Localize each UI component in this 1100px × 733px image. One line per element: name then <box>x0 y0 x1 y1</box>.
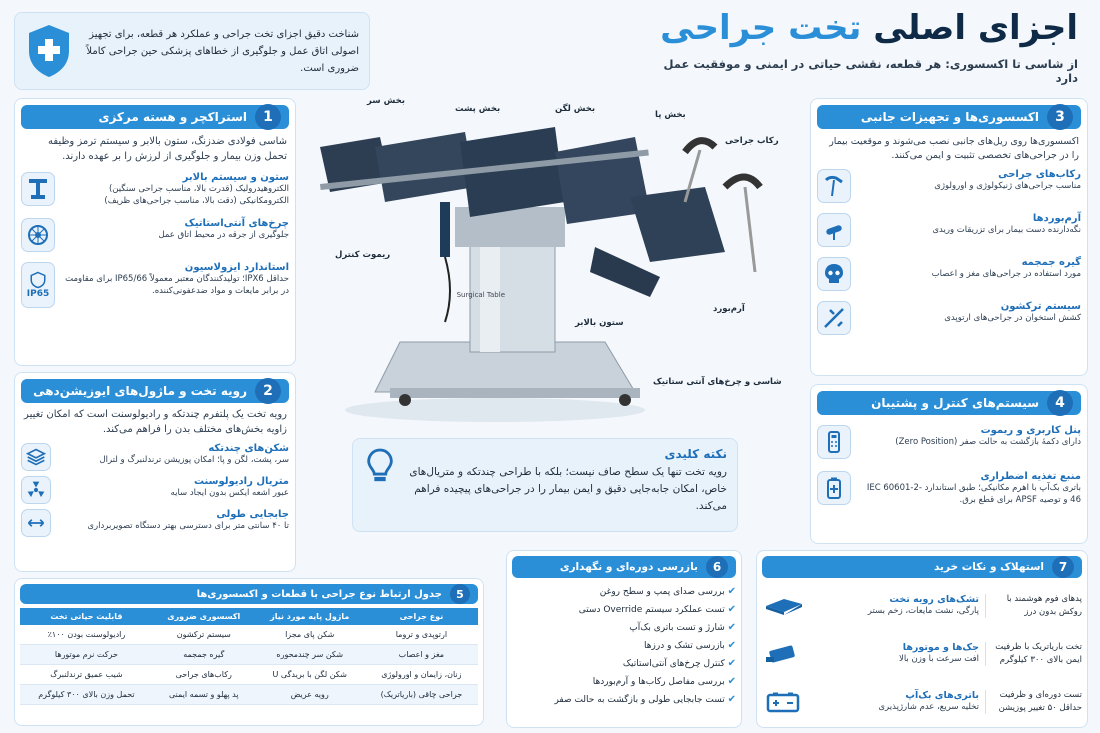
item-text: تا ۴۰ سانتی متر برای دسترسی بهتر دستگاه تصویربرداری <box>87 521 289 531</box>
item-title: ستون و سیستم بالابر <box>182 172 289 183</box>
label-pelvis-section: بخش لگن <box>555 104 596 114</box>
maintenance-list <box>512 583 736 709</box>
item-title: سیستم ترکشون <box>1000 300 1081 312</box>
depreciation-row <box>762 586 1082 626</box>
radiation-icon <box>21 476 51 504</box>
item-text: پارگی، نشت مایعات، زخم بستر <box>867 606 979 617</box>
item-title: استاندارد ایزولاسیون <box>184 261 289 273</box>
section3-item <box>817 301 1081 335</box>
brand-label: Surgical Table <box>456 291 505 299</box>
section3-desc: اکسسوری‌ها روی ریل‌های جانبی نصب می‌شوند و موقعیت بیمار را در جراحی‌های تخصصی تثبیت و ایمن می‌کنند. <box>829 136 1079 161</box>
table-header: نوع جراحی <box>365 608 478 625</box>
section3-number: 3 <box>1047 104 1073 130</box>
page-title <box>638 8 1078 49</box>
table-cell: رادیولوسنت بودن ۱۰۰٪ <box>20 625 153 645</box>
section5-header <box>20 584 478 604</box>
label-back-section: بخش پشت <box>455 104 501 114</box>
key-note-title: نکته کلیدی <box>664 447 727 461</box>
table-cell: گیره جمجمه <box>153 645 255 665</box>
skull-icon <box>817 257 851 291</box>
wheel-icon <box>21 218 55 252</box>
list-item-text: کنترل چرخ‌های آنتی‌استاتیک <box>622 659 725 669</box>
item-title: چرخ‌های آنتی‌استاتیک <box>184 217 289 229</box>
table-row <box>20 685 478 705</box>
table-row <box>20 645 478 665</box>
intro-box <box>14 12 370 90</box>
section3-item <box>817 169 1081 203</box>
section2-number: 2 <box>255 378 281 404</box>
motor-icon <box>762 637 806 671</box>
item-title: متریال رادیولوسنت <box>193 476 289 487</box>
table-header: ماژول پایه مورد نیاز <box>255 608 365 625</box>
page-subtitle: از شاسی تا اکسسوری: هر قطعه، نقشی حیاتی در ایمنی و موفقیت عمل دارد <box>663 56 1078 85</box>
section-structure <box>14 98 296 366</box>
armboard-icon <box>817 213 851 247</box>
section1-number: 1 <box>255 104 281 130</box>
table-cell: شکن لگن با بریدگی U <box>255 665 365 685</box>
table-row <box>20 665 478 685</box>
table-cell: جراحی چاقی (باریاتریک) <box>365 685 478 705</box>
section3-title: اکسسوری‌ها و تجهیزات جانبی <box>860 110 1039 124</box>
list-item <box>512 655 736 673</box>
label-lift-column: ستون بالابر <box>575 318 624 328</box>
item-text: تخلیه سریع، عدم شارژپذیری <box>878 702 979 713</box>
item-title: منبع تغذیه اضطراری <box>980 471 1081 482</box>
surgical-table-illustration <box>305 92 795 432</box>
key-note-text: رویه تخت تنها یک سطح صاف نیست؛ بلکه با طراحی چندتکه و متریال‌های خاص، امکان جابه‌جایی دقیق و ایمن بیمار را در جراحی‌های پیچیده فراهم می‌کند. <box>409 466 727 512</box>
label-head-section: بخش سر <box>367 96 405 106</box>
lift-column-icon <box>21 172 55 206</box>
table-cell: رکاب‌های جراحی <box>153 665 255 685</box>
label-leg-section: بخش پا <box>655 110 686 120</box>
label-stirrup: رکاب جراحی <box>725 136 779 146</box>
list-item-text: بررسی صدای پمپ و سطح روغن <box>599 587 725 597</box>
page-title-block <box>638 8 1078 85</box>
section4-item <box>817 425 1081 459</box>
section7-number: 7 <box>1052 556 1074 578</box>
item-title: رکاب‌های جراحی <box>998 168 1081 180</box>
section2-item <box>21 509 289 537</box>
item-title: جابجایی طولی <box>216 509 289 520</box>
section2-item <box>21 476 289 504</box>
section3-item <box>817 257 1081 291</box>
title-part1: اجزای اصلی <box>861 8 1078 48</box>
section6-header <box>512 556 736 578</box>
depreciation-row <box>762 682 1082 722</box>
table-cell: حرکت نرم موتورها <box>20 645 153 665</box>
table-header: قابلیت حیاتی تخت <box>20 608 153 625</box>
table-cell: زنان، زایمان و اورولوژی <box>365 665 478 685</box>
item-title: گیره جمجمه <box>1021 256 1081 268</box>
item-title: تشک‌های رویه تخت <box>889 594 979 606</box>
purchase-tip: تست دوره‌ای و ظرفیت حداقل ۵۰ تغییر پوزیشن <box>998 690 1082 713</box>
list-item <box>512 637 736 655</box>
section1-item <box>21 218 289 252</box>
check-icon: ✔ <box>727 622 736 633</box>
section6-number: 6 <box>706 556 728 578</box>
list-item <box>512 673 736 691</box>
item-text: دارای دکمهٔ بازگشت به حالت صفر (Zero Position) <box>895 437 1081 447</box>
list-item <box>512 691 736 709</box>
section5-title: جدول ارتباط نوع جراحی با قطعات و اکسسوری‌ها <box>196 588 442 600</box>
title-part2: تخت جراحی <box>660 8 862 48</box>
section2-title: رویه تخت و ماژول‌های ایوزیشن‌دهی <box>33 384 247 398</box>
item-title: جک‌ها و موتورها <box>902 642 979 654</box>
intro-text: شناخت دقیق اجزای تخت جراحی و عملکرد هر قطعه، برای تجهیز اصولی اتاق عمل و جلوگیری از خطاهای پزشکی حین جراحی کاملاً ضروری است. <box>86 28 359 74</box>
check-icon: ✔ <box>727 658 736 669</box>
shield-icon <box>25 23 73 79</box>
item-text: مورد استفاده در جراحی‌های مغز و اعصاب <box>931 268 1081 279</box>
list-item-text: بررسی مفاصل رکاب‌ها و آرم‌بوردها <box>592 677 725 687</box>
battery-icon <box>762 685 806 719</box>
section3-item <box>817 213 1081 247</box>
section2-desc: رویه تخت یک پلتفرم چندتکه و رادیولوسنت است که امکان تغییر زاویه بخش‌های مختلف بدن را فراهم می‌کند. <box>24 409 287 435</box>
section-maintenance <box>506 550 742 728</box>
list-item <box>512 583 736 601</box>
item-text: الکتروهیدرولیک (قدرت بالا، مناسب جراحی سنگین) الکترومکانیکی (دقت بالا، مناسب جراحی‌های ظریف) <box>104 184 289 207</box>
depreciation-row <box>762 634 1082 674</box>
section1-desc: شاسی فولادی ضدزنگ، ستون بالابر و سیستم ترمز وظیفه تحمل وزن بیمار و جلوگیری از لرزش را بر عهده دارند. <box>48 136 287 162</box>
label-armboard: آرم‌بورد <box>713 304 745 314</box>
list-item-text: بازرسی تشک و درزها <box>644 641 725 651</box>
section1-item <box>21 172 289 208</box>
layers-icon <box>21 443 51 471</box>
arrows-horizontal-icon <box>21 509 51 537</box>
check-icon: ✔ <box>727 676 736 687</box>
section3-header <box>817 105 1081 129</box>
battery-plus-icon <box>817 471 851 505</box>
lightbulb-icon <box>363 447 397 487</box>
section-table <box>14 578 484 726</box>
table-cell: تحمل وزن بالای ۳۰۰ کیلوگرم <box>20 685 153 705</box>
item-text: حداقل IPX6؛ تولیدکنندگان معتبر معمولاً IP65/66 برای مقاومت در برابر مایعات و مواد ضدعفونی‌کننده. <box>65 273 289 296</box>
section4-title: سیستم‌های کنترل و پشتیبان <box>871 396 1039 410</box>
check-icon: ✔ <box>727 586 736 597</box>
item-title: شکن‌های چندتکه <box>208 443 289 454</box>
label-remote: ریموت کنترل <box>335 250 391 260</box>
check-icon: ✔ <box>727 640 736 651</box>
section1-title: استراکچر و هسته مرکزی <box>98 110 247 124</box>
section7-title: استهلاک و نکات خرید <box>933 561 1044 573</box>
list-item-text: شارژ و تست باتری بک‌آپ <box>629 623 725 633</box>
section4-item <box>817 471 1081 507</box>
section4-number: 4 <box>1047 390 1073 416</box>
table-cell: شکن سر چندمحوره <box>255 645 365 665</box>
stirrup-icon <box>817 169 851 203</box>
section5-number: 5 <box>450 584 470 604</box>
ip-shield-icon <box>21 262 55 308</box>
section7-header <box>762 556 1082 578</box>
table-cell: شیب عمیق ترندلنبرگ <box>20 665 153 685</box>
section1-header <box>21 105 289 129</box>
section-control <box>810 384 1088 544</box>
ip-badge: IP65 <box>26 288 50 299</box>
section1-item <box>21 262 289 308</box>
item-text: کشش استخوان در جراحی‌های ارتوپدی <box>944 312 1081 323</box>
section-depreciation <box>756 550 1088 728</box>
section6-title: بازرسی دوره‌ای و نگهداری <box>559 561 698 573</box>
table-cell: ارتوپدی و تروما <box>365 625 478 645</box>
mattress-icon <box>762 589 806 623</box>
item-title: باتری‌های بک‌آپ <box>905 690 979 702</box>
label-chassis: شاسی و چرخ‌های آنتی ستاتیک <box>653 377 782 387</box>
table-header: اکسسوری ضروری <box>153 608 255 625</box>
item-text: مناسب جراحی‌های ژنیکولوژی و اورولوژی <box>934 180 1081 191</box>
table-cell: پد پهلو و تسمه ایمنی <box>153 685 255 705</box>
section2-header <box>21 379 289 403</box>
section4-header <box>817 391 1081 415</box>
check-icon: ✔ <box>727 604 736 615</box>
item-text: نگه‌دارنده دست بیمار برای تزریقات وریدی <box>932 224 1081 235</box>
table-cell: سیستم ترکشون <box>153 625 255 645</box>
purchase-tip: پدهای فوم هوشمند با روکش بدون درز <box>1006 594 1082 617</box>
item-text: جلوگیری از جرقه در محیط اتاق عمل <box>158 229 289 240</box>
table-cell: رویه عریض <box>255 685 365 705</box>
traction-icon <box>817 301 851 335</box>
table-cell: مغز و اعصاب <box>365 645 478 665</box>
surgery-table <box>20 608 478 705</box>
key-note-box <box>352 438 738 532</box>
purchase-tip: تخت باریاتریک با ظرفیت ایمن بالای ۳۰۰ کیلوگرم <box>995 642 1082 665</box>
item-text: افت سرعت با وزن بالا <box>898 654 979 665</box>
table-row <box>20 625 478 645</box>
item-text: سر، پشت، لگن و پا؛ امکان پوزیشن ترندلنبرگ و لترال <box>99 455 289 465</box>
item-text: عبور اشعه ایکس بدون ایجاد سایه <box>170 488 289 498</box>
remote-control-icon <box>817 425 851 459</box>
list-item-text: تست جابجایی طولی و بازگشت به حالت صفر <box>554 695 725 705</box>
list-item <box>512 601 736 619</box>
list-item <box>512 619 736 637</box>
item-title: پنل کاربری و ریموت <box>980 425 1081 436</box>
section-tabletop <box>14 372 296 572</box>
check-icon: ✔ <box>727 694 736 705</box>
item-title: آرم‌بوردها <box>1032 212 1081 224</box>
table-cell: شکن پای مجزا <box>255 625 365 645</box>
section-accessories <box>810 98 1088 376</box>
section2-item <box>21 443 289 471</box>
list-item-text: تست عملکرد سیستم Override دستی <box>578 605 725 615</box>
item-text: باتری بک‌آپ با اهرم مکانیکی؛ طبق استاندارد IEC 60601-2-46 و توصیه APSF برای قطع برق. <box>866 483 1081 506</box>
